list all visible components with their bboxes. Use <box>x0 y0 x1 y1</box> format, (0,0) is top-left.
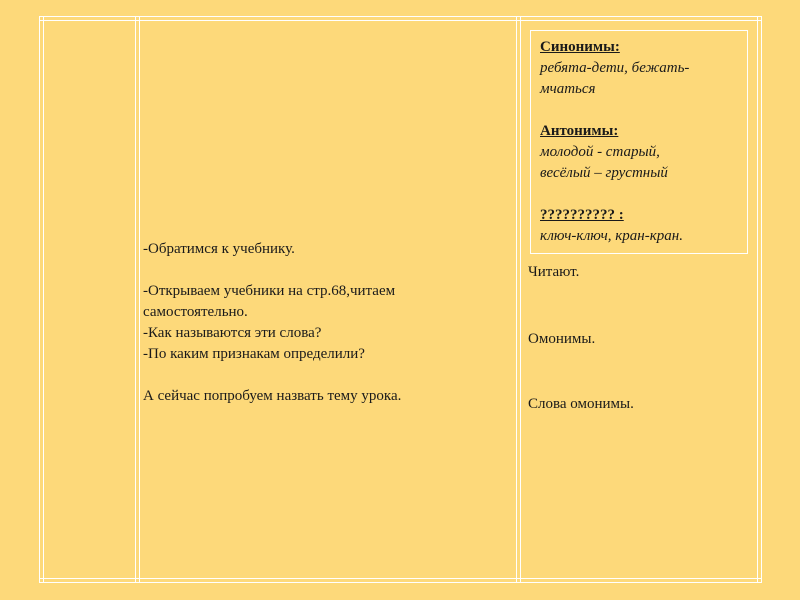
table-divider-2 <box>516 16 521 583</box>
teacher-line: -Как называются эти слова? <box>143 325 322 341</box>
synonyms-examples-cont: мчаться <box>540 81 596 97</box>
teacher-line: А сейчас попробуем назвать тему урока. <box>143 388 402 404</box>
table-divider-1 <box>135 16 140 583</box>
synonyms-heading: Синонимы: <box>540 39 620 55</box>
antonyms-examples-cont: весёлый – грустный <box>540 165 668 181</box>
unknown-term-heading: ?????????? : <box>540 207 624 223</box>
teacher-line: -Открываем учебники на стр.68,читаем <box>143 283 396 299</box>
student-answer-topic: Слова омонимы. <box>528 396 634 412</box>
teacher-line: -По каким признакам определили? <box>143 346 365 362</box>
spacer <box>540 100 739 121</box>
antonyms-heading: Антонимы: <box>540 123 619 139</box>
homonym-examples: ключ-ключ, кран-кран. <box>540 228 683 244</box>
spacer <box>540 184 739 205</box>
synonyms-examples: ребята-дети, бежать- <box>540 60 690 76</box>
table-right-border <box>757 16 762 583</box>
table-top-border <box>39 16 761 21</box>
student-reads: Читают. <box>528 264 580 280</box>
teacher-line: -Обратимся к учебнику. <box>143 241 295 257</box>
student-answer-homonyms: Омонимы. <box>528 331 596 347</box>
table-left-border <box>39 16 44 583</box>
teacher-line <box>143 260 513 281</box>
teacher-line: самостоятельно. <box>143 304 248 320</box>
antonyms-examples: молодой - старый, <box>540 144 660 160</box>
word-relations-box <box>530 30 748 254</box>
teacher-line <box>143 365 513 386</box>
teacher-activity-text <box>143 239 513 407</box>
table-bottom-border <box>39 578 761 583</box>
